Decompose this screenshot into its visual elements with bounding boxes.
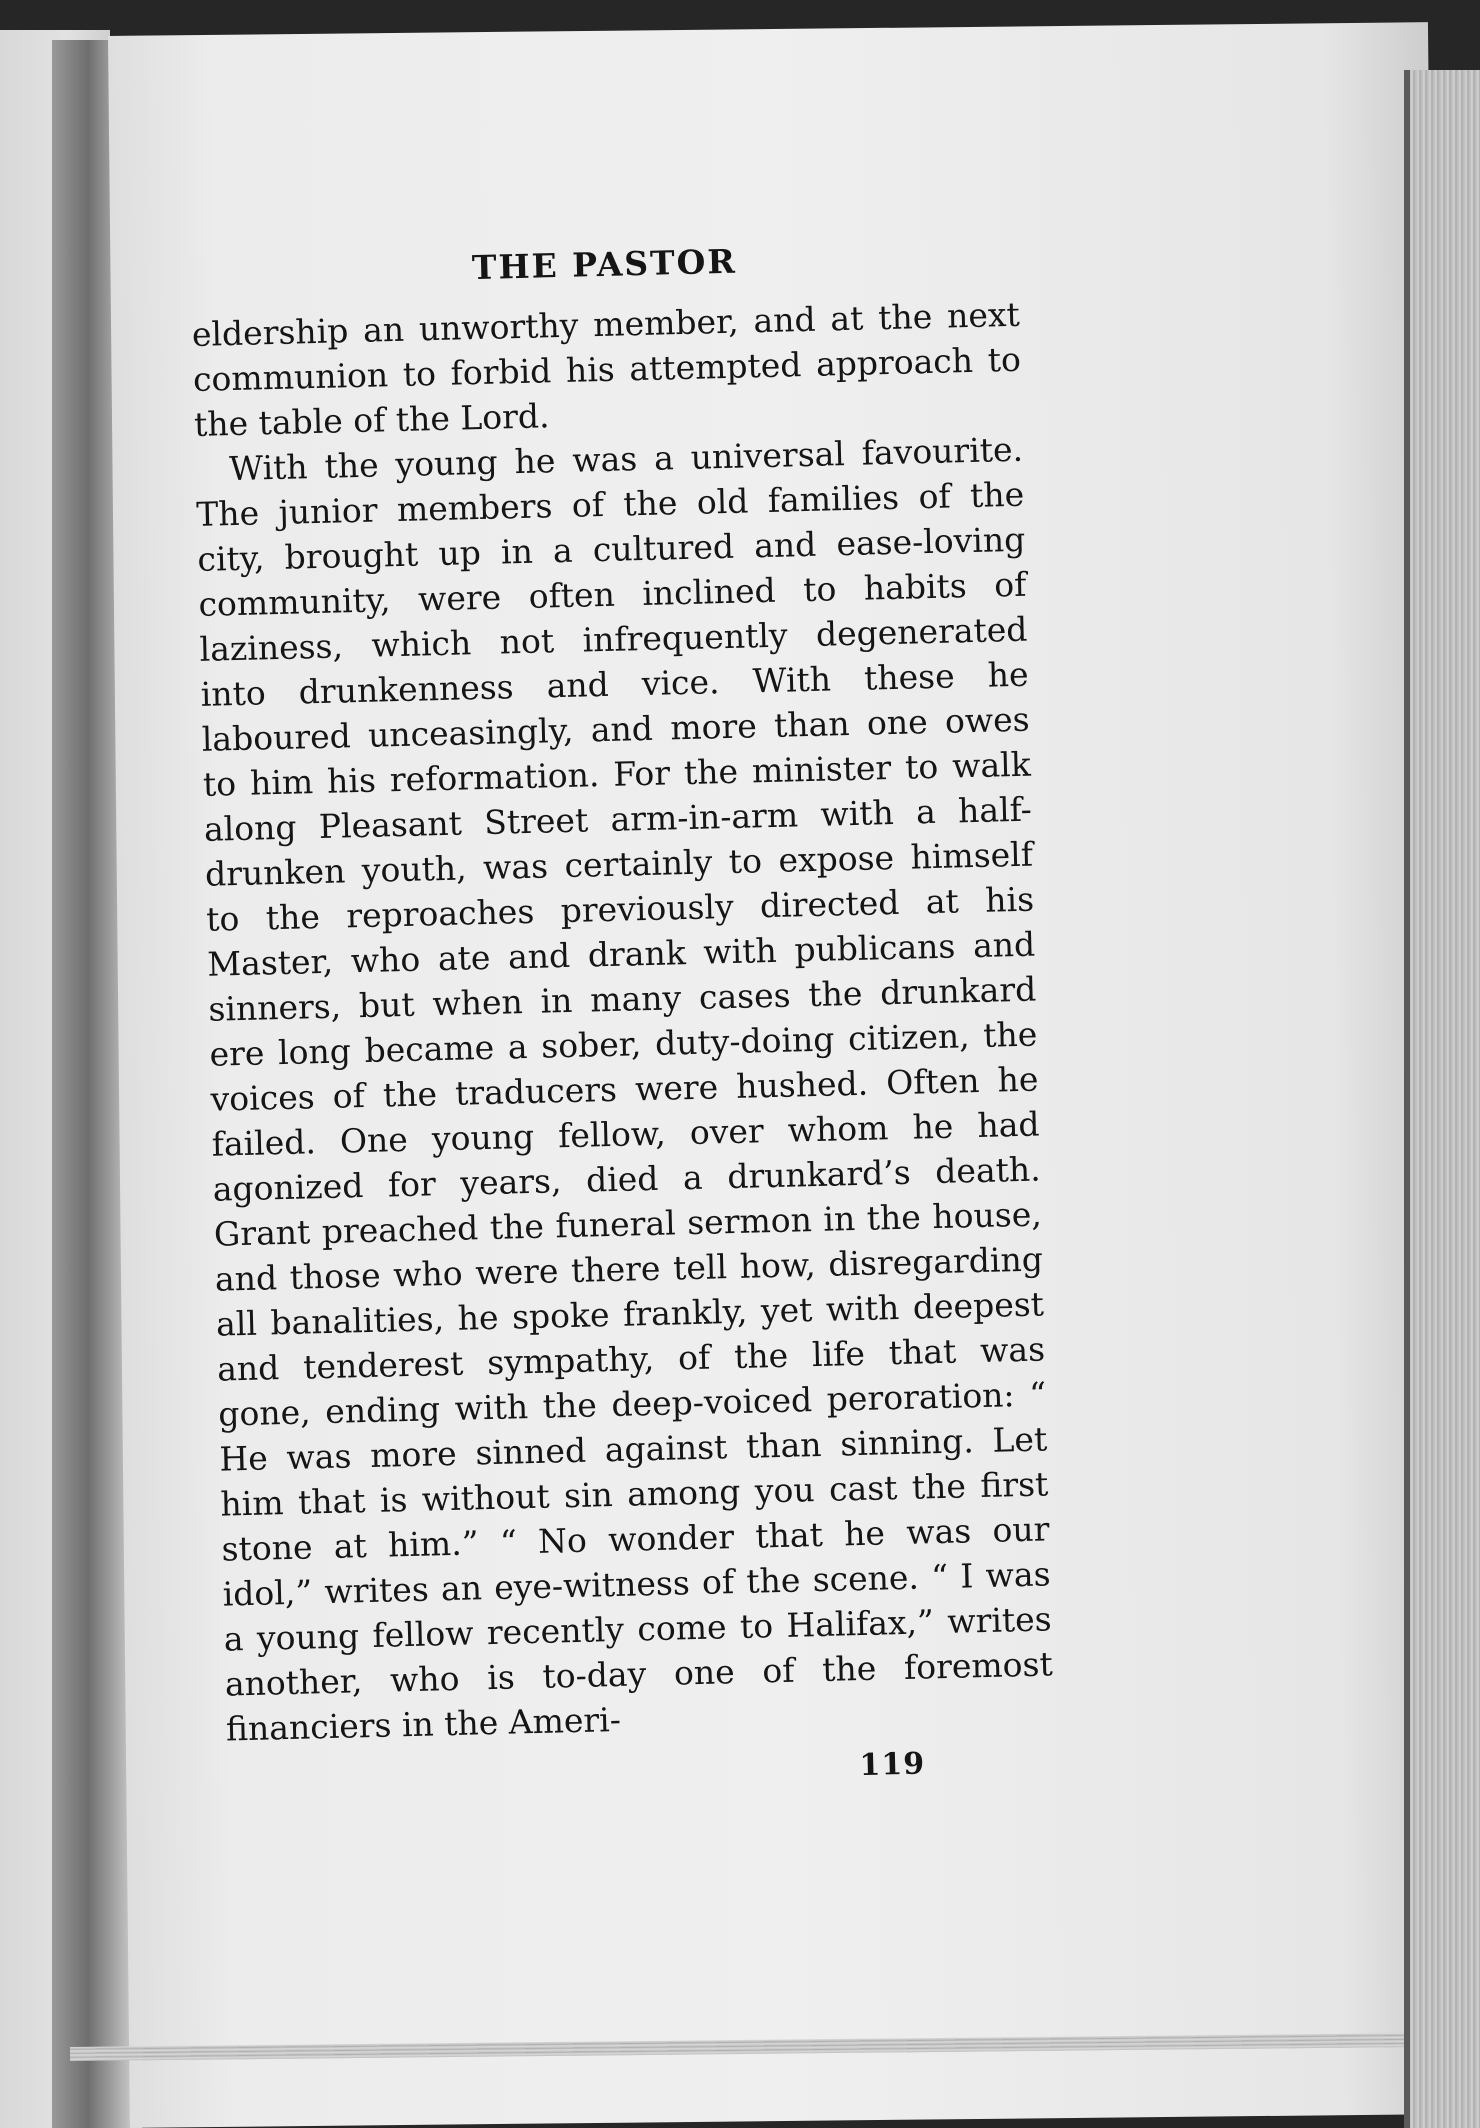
- page-stack-edge: [1404, 70, 1480, 2128]
- paragraph: With the young he was a universal favourite. The junior members of the old families of the city, brought up in a cultured and ease-loving community, were often inclined to habits of laziness, which not infrequently degenerated into drunkenness and vice. With these he laboured unceasingly, and more than one owes to him his reformation. For the minister to walk along Pleasant Street arm-in-arm with a half-drunken youth, was certainly to expose himself to the reproaches previously directed at his Master, who ate and drank with publicans and sinners, but when in many cases the drunkard ere long became a sober, duty-doing citizen, the voices of the traducers were hushed. Often he failed. One young fellow, over whom he had agonized for years, died a drunkard’s death. Grant preached the funeral sermon in the house, and those who were there tell how, disregarding all banalities, he spoke frankly, yet with deepest and tenderest sympathy, of the life that was gone, ending with the deep-voiced peroration: “ He was more sinned against than sinning. Let him that is without sin among you cast the first stone at him.” “ No wonder that he was our idol,” writes an eye-witness of the scene. “ I was a young fellow recently come to Halifax,” writes another, who is to-day one of the foremost financiers in the Ameri-: [195, 429, 1054, 1749]
- body-text: [191, 292, 1054, 1752]
- running-head: THE PASTOR: [471, 241, 738, 288]
- paragraph-continued: eldership an unworthy member, and at the next communion to forbid his attempted approach to the table of the Lord.: [191, 294, 1022, 444]
- text-block: [190, 235, 1055, 1799]
- page-number: 119: [859, 1746, 926, 1784]
